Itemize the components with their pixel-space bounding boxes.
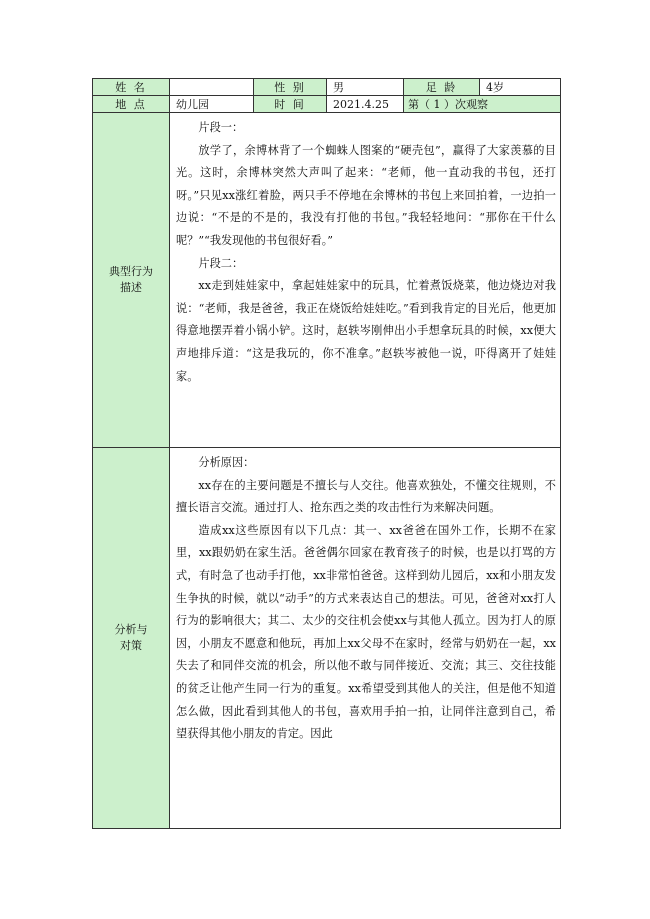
age-value: 4岁 [480,79,561,96]
analysis-paragraph: 分析原因： [198,456,255,469]
analysis-label [93,448,170,829]
header-row-1 [93,79,561,96]
analysis-label-line1: 分析与 [114,623,148,636]
place-value: 幼儿园 [170,96,254,113]
behavior-label [93,113,170,448]
analysis-row [93,448,561,829]
session-value: 第（ 1 ）次观察 [404,96,561,113]
behavior-paragraph: 片段二： [198,256,244,270]
time-value: 2021.4.25 [327,96,404,113]
name-label: 姓 名 [93,79,170,96]
behavior-paragraph: 片段一： [198,121,244,134]
age-label: 足 龄 [404,79,480,96]
analysis-label-line2: 对策 [120,639,142,652]
observation-record [92,78,560,829]
analysis-content [170,448,561,829]
behavior-label-line2: 描述 [120,281,142,294]
behavior-paragraph: 放学了，余博林背了一个蜘蛛人图案的“硬壳包”，赢得了大家羡慕的目光。这时，余博林突然大声叫了起来：“老师，他一直动我的书包，还打呀。”只见xx涨红着脸，两只手不停地在余博林的书包上来回拍着，一边拍一边说：“不是的不是的，我没有打他的书包。”我轻轻地问：“那你在干什么呢？”“我发现他的书包很好看。” [176,143,556,247]
name-value [170,79,254,96]
analysis-paragraph: xx存在的主要问题是不擅长与人交往。他喜欢独处，不懂交往规则，不擅长语言交流。通过打人、抢东西之类的攻击性行为来解决问题。 [176,478,556,515]
analysis-text-clip [176,452,556,826]
time-label: 时 间 [254,96,327,113]
behavior-row [93,113,561,448]
analysis-paragraph: 造成xx这些原因有以下几点：其一、xx爸爸在国外工作，长期不在家里，xx跟奶奶在家生活。爸爸偶尔回家在教育孩子的时候，也是以打骂的方式，有时急了也动手打他，xx非常怕爸爸。这样到幼儿园后，xx和小朋友发生争执的时候，就以“动手”的方式来表达自己的想法。可见，爸爸对xx打人行为的影响很大；其二、太少的交往机会使xx与其他人孤立。因为打人的原因，小朋友不愿意和他玩，再加上xx父母不在家时，经常与奶奶在一起，xx失去了和同伴交流的机会，所以他不敢与同伴接近、交流；其三、交往技能的贫乏让他产生同一行为的重复。xx希望受到其他人的关注，但是他不知道怎么做，因此看到其他人的书包，喜欢用手拍一拍，让同伴注意到自己，希望获得其他小朋友的肯定。因此 [176,523,556,741]
place-label: 地 点 [93,96,170,113]
behavior-description [170,113,561,448]
header-row-2 [93,96,561,113]
observation-table [92,78,561,829]
gender-value: 男 [327,79,404,96]
behavior-label-line1: 典型行为 [109,265,153,278]
gender-label: 性 别 [254,79,327,96]
behavior-paragraph: xx走到娃娃家中，拿起娃娃家中的玩具，忙着煮饭烧菜，他边烧边对我说：“老师，我是爸爸，我正在烧饭给娃娃吃。”看到我肯定的目光后，他更加得意地摆弄着小锅小铲。这时，赵轶岑刚伸出小手想拿玩具的时候，xx便大声地排斥道：“这是我玩的，你不准拿。”赵轶岑被他一说，吓得离开了娃娃家。 [176,279,556,383]
